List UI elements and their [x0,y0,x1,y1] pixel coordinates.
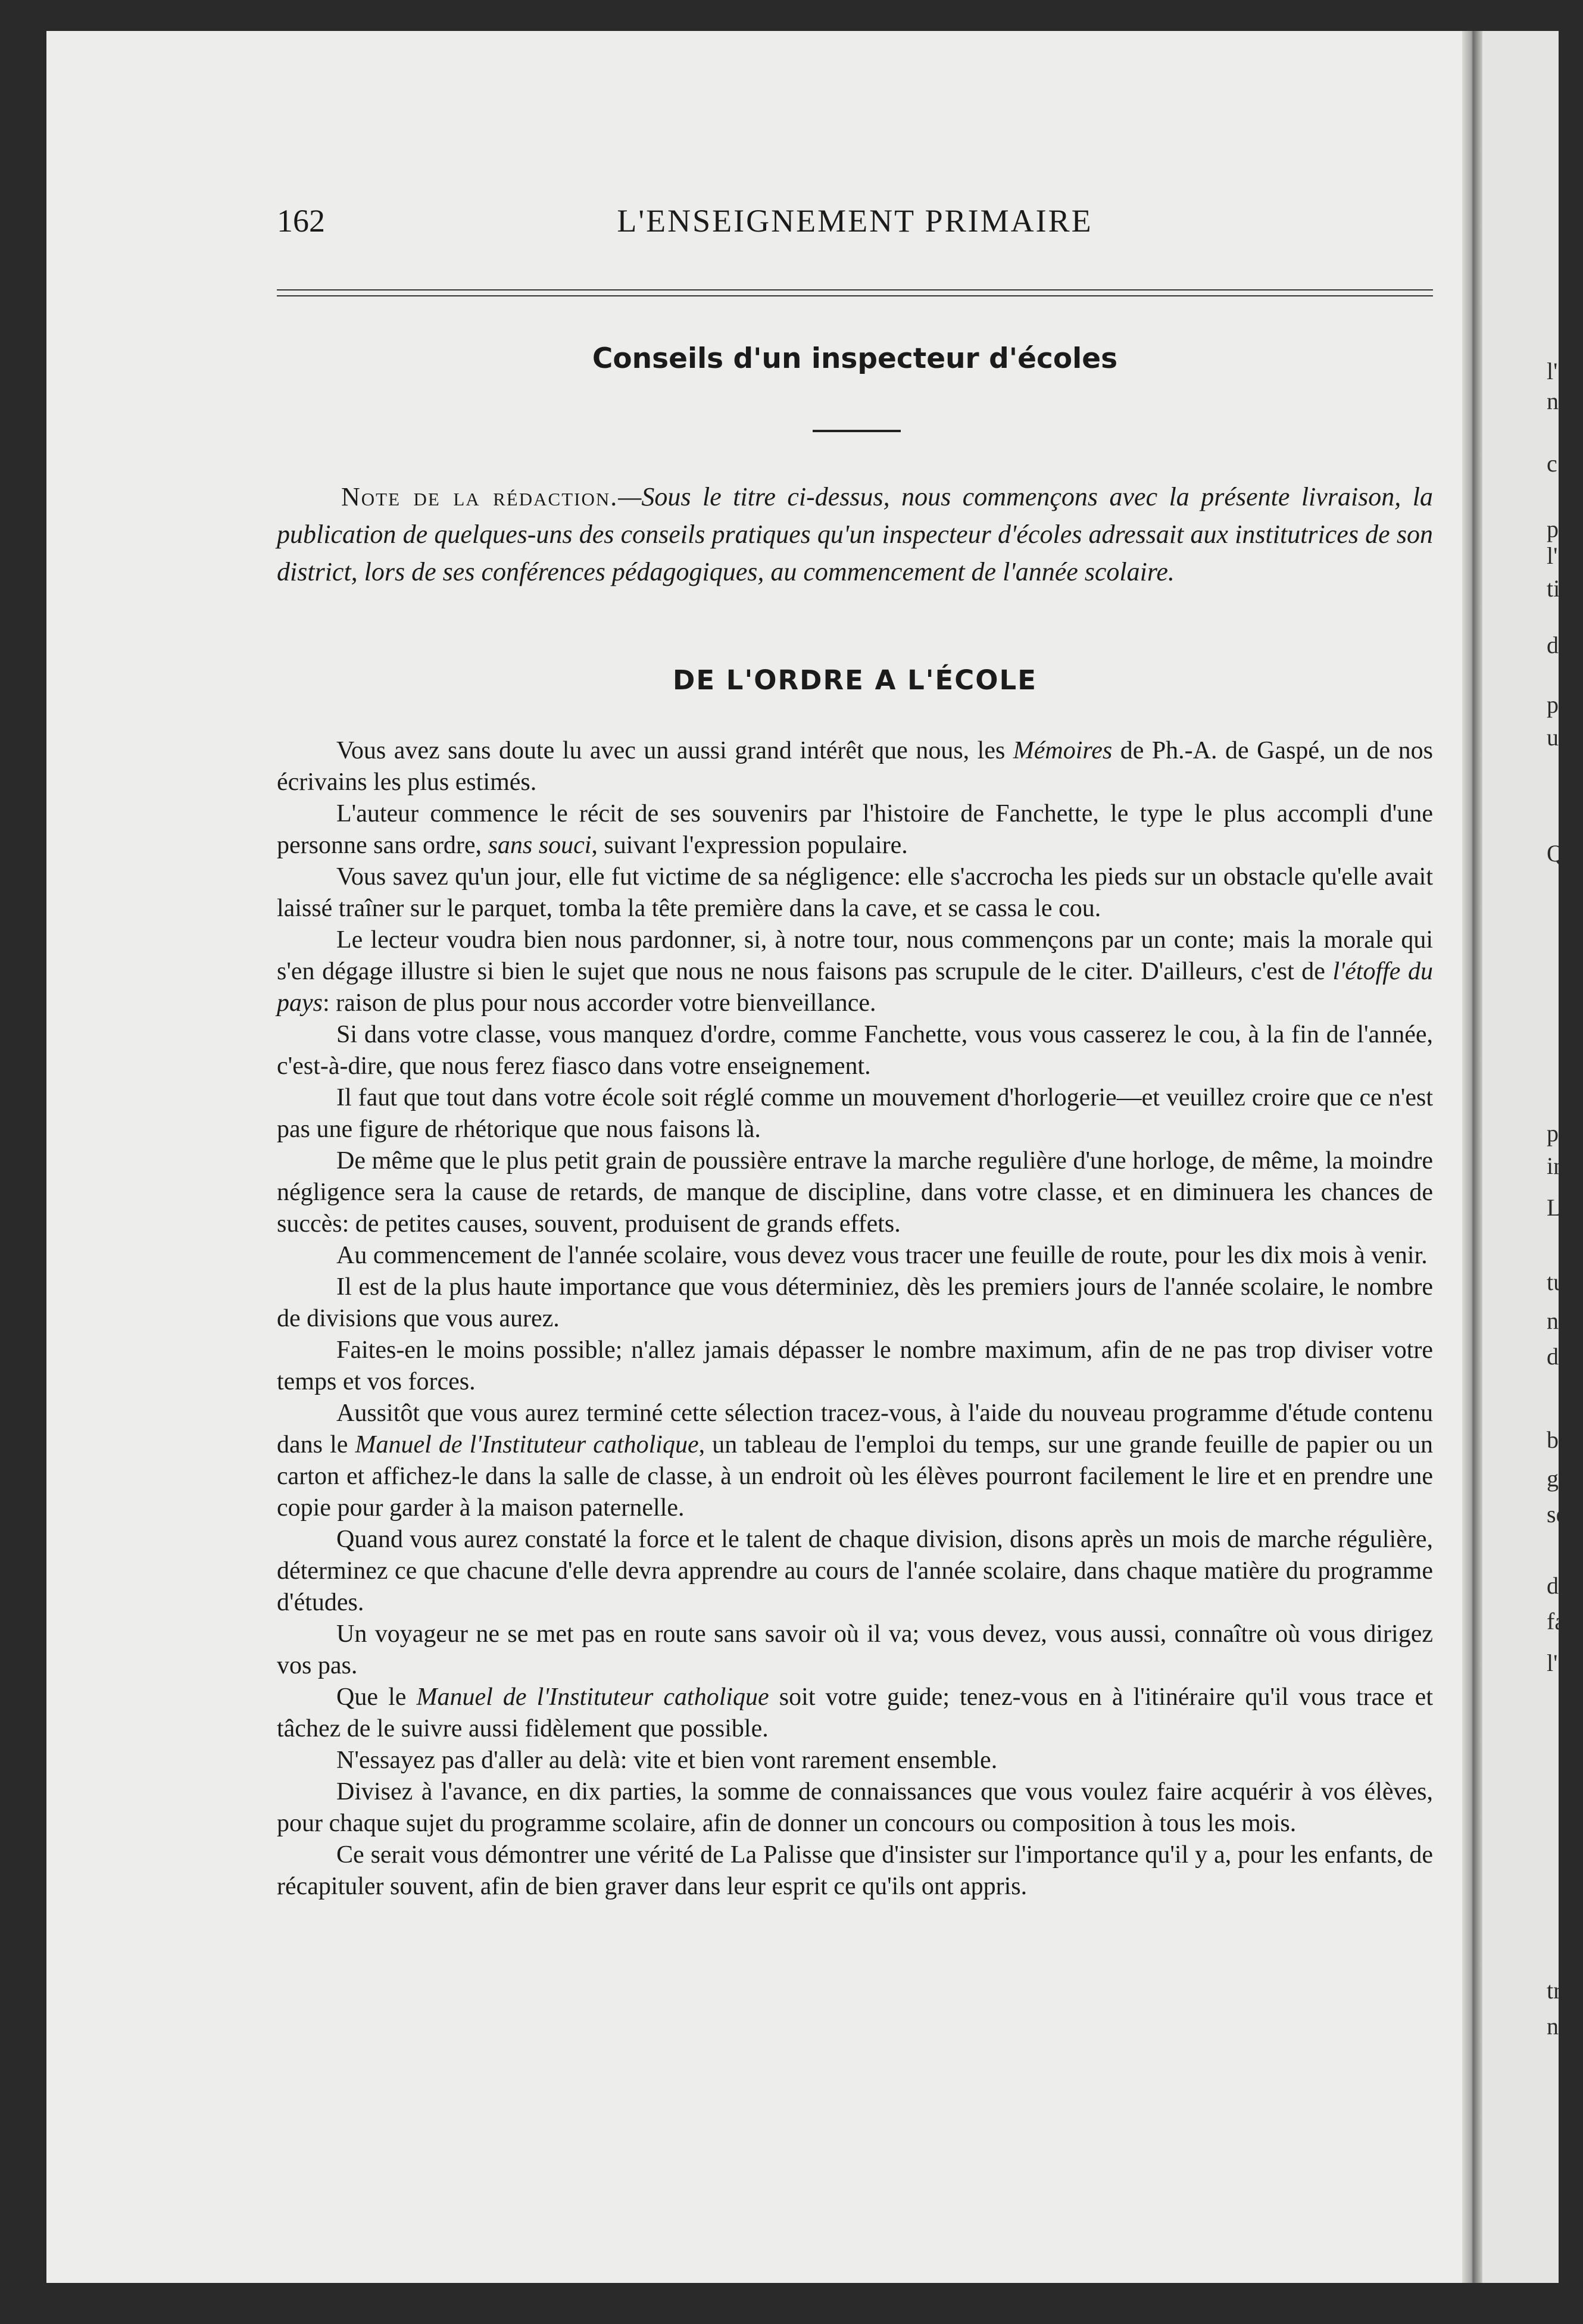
adjacent-page-fragment: d [1547,1343,1559,1370]
adjacent-page-fragment: p [1547,516,1559,542]
text-run: de Ph.-A. de Gaspé, un de nos écrivains les plus estimés. [277,737,1434,796]
adjacent-page-fragment: p [1547,1120,1559,1147]
adjacent-page-fragment: in [1547,1152,1566,1179]
text-run: soit votre guide; tenez-vous en à l'itinéraire qu'il vous trace et tâchez de le suivre aussi fidèlement que possible. [277,1683,1433,1742]
scan-border-left [0,0,46,2324]
adjacent-page-fragment: se [1547,1501,1567,1528]
paragraph [277,1682,1433,1745]
text-run: Au commencement de l'année scolaire, vous devez vous tracer une feuille de route, pour les dix mois à venir. [336,1242,1428,1269]
text-run: Un voyageur ne se met pas en route sans savoir où il va; vous devez, vous aussi, connaître où vous dirigez vos pas. [277,1620,1433,1679]
text-run: Vous savez qu'un jour, elle fut victime de sa négligence: elle s'accrocha les pieds sur un obstacle qu'elle avait laissé traîner sur le parquet, tomba la tête première dans la cave, et se cassa le cou. [277,863,1433,922]
text-run: Ce serait vous démontrer une vérité de La Palisse que d'insister sur l'importance qu'il y a, pour les enfants, de récapituler souvent, afin de bien graver dans leur esprit ce qu'ils ont appris. [277,1841,1433,1900]
running-title: L'ENSEIGNEMENT PRIMAIRE [617,203,1093,239]
header-rule [277,295,1433,296]
paragraph [277,1145,1433,1240]
text-run: Vous avez sans doute lu avec un aussi grand intérêt que nous, les [336,737,1013,764]
scan-border-top [0,0,1583,31]
paragraph [277,1240,1433,1272]
paragraph [277,798,1433,861]
italic-text: Manuel de l'Instituteur catholique [355,1431,699,1458]
text-run: Il faut que tout dans votre école soit réglé comme un mouvement d'horlogerie—et veuillez croire que ce n'est pas une figure de rhétorique que nous faisons là. [277,1084,1433,1143]
adjacent-page-fragment: l'é [1547,1650,1569,1676]
adjacent-page-fragment: tr [1547,1977,1562,2004]
header-rule [277,289,1433,290]
text-run: Que le [336,1683,417,1711]
italic-text: Manuel de l'Instituteur catholique [416,1683,769,1711]
paragraph [277,1335,1433,1398]
scan-border-bottom [0,2283,1583,2324]
italic-text: Mémoires [1013,737,1113,764]
italic-text: l'étoffe du pays [277,958,1433,1017]
adjacent-page-fragment: d [1547,632,1559,658]
adjacent-page-fragment: Q [1547,840,1564,867]
article-body [277,735,1433,1903]
title-divider [813,430,901,432]
text-run: Le lecteur voudra bien nous pardonner, si, à notre tour, nous commençons par un conte; mais la morale qui s'en dégage illustre si bien le sujet que nous ne nous faisons pas scrupule de le citer. D'ailleurs, c'est de [277,926,1433,985]
adjacent-page-fragment: n [1547,1307,1559,1334]
text-run: , suivant l'expression populaire. [591,832,908,859]
text-run: Il est de la plus haute importance que vous déterminiez, dès les premiers jours de l'année scolaire, le nombre de divisions que vous aurez. [277,1273,1433,1332]
page-number: 162 [277,203,325,239]
text-run: Faites-en le moins possible; n'allez jamais dépasser le nombre maximum, afin de ne pas trop diviser votre temps et vos forces. [277,1336,1433,1395]
adjacent-page-fragment: d [1547,1572,1559,1599]
paragraph [277,1776,1433,1839]
adjacent-page-fragment: na [1547,2013,1569,2039]
note-text: —Sous le titre ci-dessus, nous commençons avec la présente livraison, la publication de quelques-uns des conseils pratiques qu'un inspecteur d'écoles adressait aux institutrices de son district, lors de ses conférences pédagogiques, au commencement de l'année scolaire. [277,482,1433,586]
adjacent-page-fragment: c [1547,450,1557,477]
paragraph [277,1398,1433,1524]
adjacent-page-fragment: l' [1547,542,1558,569]
text-run: Quand vous aurez constaté la force et le talent de chaque division, disons après un mois de marche régulière, déterminez ce que chacune d'elle devra apprendre au cours de l'année scolaire, dans chaque matière du programme d'études. [277,1526,1433,1616]
text-run: De même que le plus petit grain de poussière entrave la marche regulière d'une horloge, de même, la moindre négligence sera la cause de retards, de manque de discipline, dans votre classe, et en diminuera les chances de succès: de petites causes, souvent, produisent de grands effets. [277,1147,1433,1238]
paragraph [277,861,1433,924]
paragraph [277,1745,1433,1776]
text-run: : raison de plus pour nous accorder votre bienveillance. [323,989,876,1017]
text-run: L'auteur commence le récit de ses souvenirs par l'histoire de Fanchette, le type le plus accompli d'une personne sans ordre, [277,800,1433,859]
text-run: Divisez à l'avance, en dix parties, la somme de connaissances que vous voulez faire acquérir à vos élèves, pour chaque sujet du programme scolaire, afin de donner un concours ou composition à tous les mois. [277,1778,1433,1837]
adjacent-page-fragment: ti [1547,575,1560,602]
section-title: DE L'ORDRE A L'ÉCOLE [673,664,1037,696]
adjacent-page-fragment: fa [1547,1608,1566,1635]
adjacent-page-fragment: n [1547,388,1559,414]
adjacent-page-fragment: g [1547,1465,1559,1492]
paragraph [277,1019,1433,1082]
paragraph [277,924,1433,1019]
adjacent-page-fragment: p [1547,691,1559,718]
italic-text: sans souci [488,832,592,859]
text-run: Aussitôt que vous aurez terminé cette sélection tracez-vous, à l'aide du nouveau programme d'étude contenu dans le [277,1400,1433,1458]
adjacent-page-fragment: b [1547,1426,1559,1453]
adjacent-page-fragment: l' [1547,358,1558,385]
text-run: N'essayez pas d'aller au delà: vite et bien vont rarement ensemble. [336,1747,998,1774]
text-run: , un tableau de l'emploi du temps, sur une grande feuille de papier ou un carton et affichez-le dans la salle de classe, à un endroit où les élèves pourront facilement le lire et en prendre une copie pour garder à la maison paternelle. [277,1431,1434,1522]
paragraph [277,1619,1433,1682]
adjacent-page-fragment: tu [1547,1269,1566,1295]
editorial-note [277,478,1433,591]
paragraph [277,1272,1433,1335]
paragraph [277,735,1433,798]
book-gutter [1462,31,1482,2283]
text-run: Si dans votre classe, vous manquez d'ordre, comme Fanchette, vous vous casserez le cou, à la fin de l'année, c'est-à-dire, que nous ferez fiasco dans votre enseignement. [277,1021,1433,1080]
paragraph [277,1082,1433,1145]
paragraph [277,1839,1433,1903]
adjacent-page-fragment: u [1547,724,1559,751]
adjacent-page-fragment: L [1547,1194,1562,1221]
note-label: Note de la rédaction. [341,482,619,511]
page-header [277,202,1433,250]
paragraph [277,1524,1433,1619]
article-title: Conseils d'un inspecteur d'écoles [592,342,1118,375]
